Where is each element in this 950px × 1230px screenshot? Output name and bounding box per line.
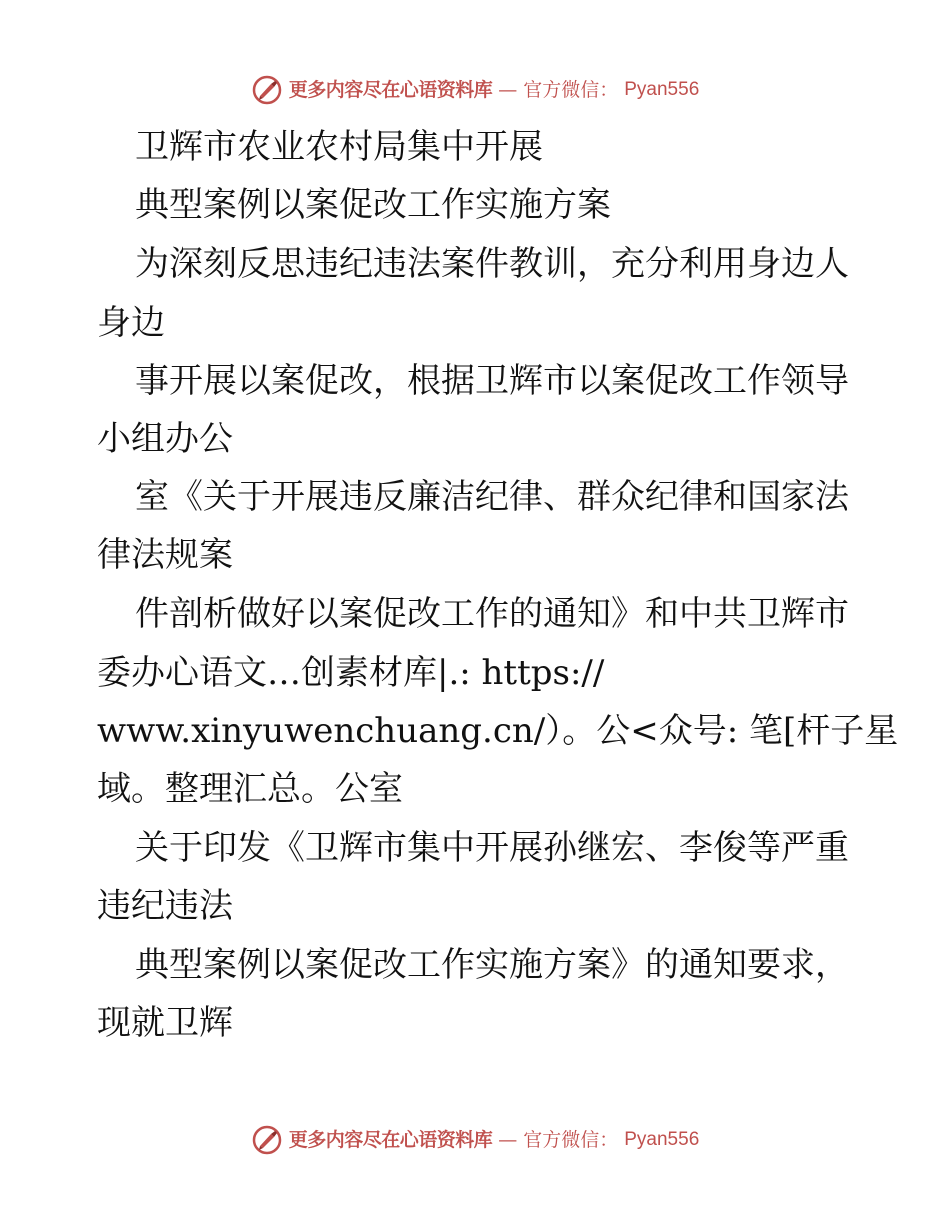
pen-circle-logo-icon [251, 74, 283, 106]
doc-title-line-2: 典型案例以案促改工作实施方案 [135, 185, 611, 225]
banner-main-text: 更多内容尽在心语资料库 [288, 79, 493, 101]
doc-text-line: www.xinyuwenchuang.cn/）。公<众号: 笔[杆子星 [97, 711, 899, 751]
banner-main-text: 更多内容尽在心语资料库 [288, 1129, 493, 1151]
doc-text-line: 室《关于开展违反廉洁纪律、群众纪律和国家法 [135, 477, 849, 517]
banner-dash: — [498, 1129, 518, 1151]
doc-text-line: 关于印发《卫辉市集中开展孙继宏、李俊等严重 [135, 828, 849, 868]
banner-wechat-label: 官方微信： [523, 1129, 619, 1151]
doc-text-line: 律法规案 [97, 535, 233, 575]
doc-text-line: 典型案例以案促改工作实施方案》的通知要求， [135, 945, 849, 985]
doc-title-line-1: 卫辉市农业农村局集中开展 [135, 127, 543, 167]
banner-wechat-id: Pyan556 [624, 1129, 700, 1150]
doc-text-line: 身边 [97, 303, 165, 343]
doc-text-line: 小组办公 [97, 419, 233, 459]
doc-text-line: 委办心语文…创素材库|.: https:// [97, 653, 605, 693]
doc-text-line: 为深刻反思违纪违法案件教训，充分利用身边人 [135, 244, 849, 284]
doc-text-line: 件剖析做好以案促改工作的通知》和中共卫辉市 [135, 594, 849, 634]
footer-watermark-banner [0, 1120, 950, 1160]
banner-wechat-id: Pyan556 [624, 79, 700, 100]
header-watermark-banner [0, 70, 950, 110]
banner-dash: — [498, 79, 518, 101]
doc-text-line: 域。整理汇总。公室 [97, 769, 403, 809]
pen-circle-logo-icon [251, 1124, 283, 1156]
doc-text-line: 事开展以案促改，根据卫辉市以案促改工作领导 [135, 361, 849, 401]
banner-wechat-label: 官方微信： [523, 79, 619, 101]
doc-text-line: 现就卫辉 [97, 1003, 233, 1043]
doc-text-line: 违纪违法 [97, 886, 233, 926]
